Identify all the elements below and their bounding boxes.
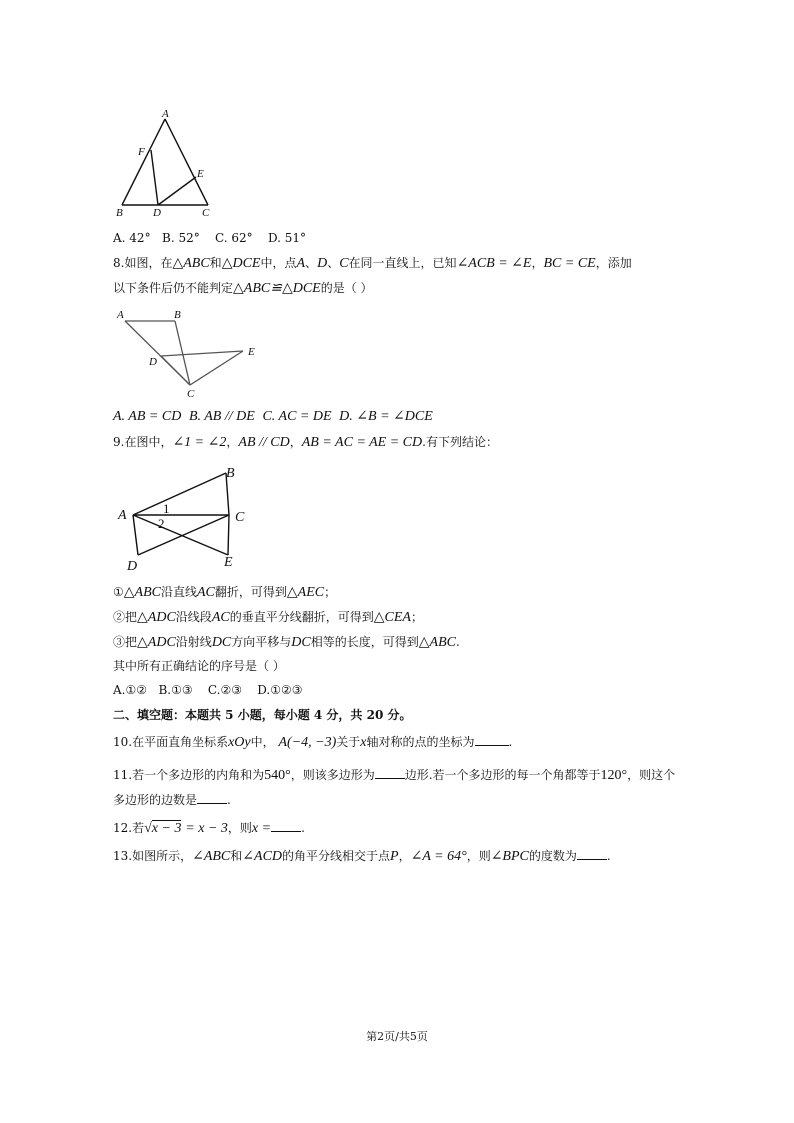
q7-label-D: D xyxy=(153,207,161,219)
q9-statement-1: ①△ABC沿直线AC翻折，可得到△AEC； xyxy=(113,585,337,600)
q12-answer-blank xyxy=(271,831,301,832)
q8-options xyxy=(113,408,433,425)
q10-answer-blank xyxy=(475,745,509,746)
q9-label-A: A xyxy=(118,508,127,523)
q9-figure xyxy=(113,460,263,575)
q7-options xyxy=(113,230,306,246)
q7-label-B: B xyxy=(116,207,123,219)
q9-options xyxy=(113,682,303,698)
q7-label-C: C xyxy=(202,207,210,219)
q9-option-a: A.①② xyxy=(113,683,147,697)
q7-option-b: B. 52° xyxy=(162,231,200,245)
q7-label-A: A xyxy=(162,108,169,120)
q9-question: 其中所有正确结论的序号是（ ） xyxy=(113,659,285,673)
q8-option-c: C. AC = DE xyxy=(262,409,332,424)
q9-label-C: C xyxy=(235,510,245,525)
q8-label-C: C xyxy=(187,388,195,400)
q9-label-2: 2 xyxy=(158,516,165,531)
q7-option-c: C. 62° xyxy=(215,231,253,245)
q9-label-B: B xyxy=(226,466,235,481)
sqrt-symbol: √ xyxy=(144,821,152,836)
q7-triangle-figure xyxy=(113,105,223,220)
page-footer: 第2页/共5页 xyxy=(366,1030,428,1043)
q9-stem: 9.在图中，∠1 = ∠2，AB // CD，AB = AC = AE = CD.有下列结论： xyxy=(113,435,498,450)
q11-text-line1: 11.若一个多边形的内角和为540°，则该多边形为 边形.若一个多边形的每一个角都等于120°，则这个 xyxy=(113,768,676,783)
q7-label-F: F xyxy=(138,146,145,158)
q9-label-E: E xyxy=(224,555,233,570)
q9-option-b: B.①③ xyxy=(158,683,193,697)
q8-label-B: B xyxy=(174,309,181,321)
q9-option-c: C.②③ xyxy=(207,683,242,697)
section-2-heading: 二、填空题：本题共 5 小题，每小题 4 分，共 20 分。 xyxy=(113,708,412,722)
q11-answer-blank-2 xyxy=(197,803,227,804)
q7-label-E: E xyxy=(197,168,204,180)
q13-answer-blank xyxy=(577,859,607,860)
q13-text: 13.如图所示，∠ABC和∠ACD的角平分线相交于点P，∠A = 64°，则∠BPC的度数为 . xyxy=(113,849,611,864)
q9-option-d: D.①②③ xyxy=(257,683,303,697)
q8-label-E: E xyxy=(248,346,255,358)
q12-text: 12.若√x − 3 = x − 3，则x = . xyxy=(113,821,305,836)
q8-stem-line1: 8.如图，在△ABC和△DCE中，点A、D、C在同一直线上，已知∠ACB = ∠E，BC = CE，添加 xyxy=(113,256,632,271)
q8-label-D: D xyxy=(149,356,157,368)
q8-stem-line2: 以下条件后仍不能判定△ABC≌△DCE的是（ ） xyxy=(113,281,373,296)
q7-option-a: A. 42° xyxy=(113,231,151,245)
q11-text-line2: 多边形的边数是 . xyxy=(113,793,231,807)
q9-label-1: 1 xyxy=(163,501,170,516)
q8-option-d: D. ∠B = ∠DCE xyxy=(339,409,433,424)
q8-option-b: B. AB // DE xyxy=(188,409,255,424)
q7-option-d: D. 51° xyxy=(267,231,307,245)
q8-label-A: A xyxy=(117,309,124,321)
q8-figure xyxy=(113,305,273,400)
q9-statement-3: ③把△ADC沿射线DC方向平移与DC相等的长度，可得到△ABC. xyxy=(113,635,460,650)
q11-answer-blank-1 xyxy=(375,778,405,779)
q9-label-D: D xyxy=(127,559,138,574)
q8-option-a: A. AB = CD xyxy=(113,409,182,424)
q9-statement-2: ②把△ADC沿线段AC的垂直平分线翻折，可得到△CEA； xyxy=(113,610,423,625)
q10-text: 10.在平面直角坐标系xOy中， A(−4, −3)关于x轴对称的点的坐标为 . xyxy=(113,735,513,750)
